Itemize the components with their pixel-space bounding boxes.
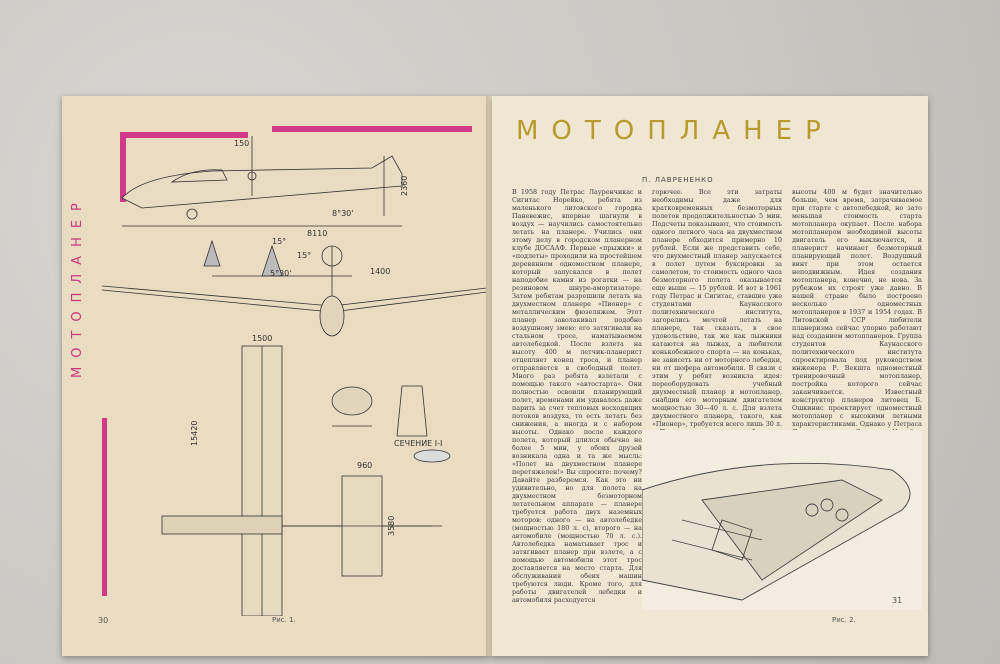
page-number-right: 31: [892, 596, 903, 605]
dim-track: 1400: [370, 267, 391, 276]
text-column-2: горючее. Все эти затраты необходимы даже для кратковременных безмоторных полетов продолжительностью 5 мин. Подсчеты показывают, что стоимость одного летного часа на двухместном планере обходится примерно 10 рублей. Если же представить себе, что двухместный планер запускается в полет путем буксировки за самолетом, то стоимость одного часа безмоторного полета оказывается еще выше — 15 рублей. И вот в 1961 году Петрас и Сигитас, ставшие уже студентами Каунасского политехнического института, загорелись мечтой летать на планере, так сказать, в свое удовольствие, так же как лыжники катаются на лыжах, а любители конькобежного спорта — на коньках, не зависеть ни от моторного лебедки, ни от шофера автомобиля. В связи с этим у ребят возникла идея: переоборудовать учебный двухместный планер в мотопланер, снабдив его моторным двигателем мощностью 30—40 л. с. Для взлета двухместного планера, такого, как «Пионер», требуется всего лишь 30 л.: [652, 188, 782, 428]
dim-angle-c: 5°30': [270, 269, 292, 278]
dim-stab-span: 3580: [387, 515, 396, 536]
right-page: [492, 96, 928, 656]
vertical-title: МОТОПЛАНЕР: [70, 194, 85, 378]
text-column-1: В 1958 году Петрас Лауренчикас и Сигитас Норейко, ребята из маленького литовского городка Паневежис, впервые шагнули в воздух — научились самостоятельно летать на планере. Учились они этому делу в городском планерном клубе ДОСААФ. Первые «прыжки» и «подлеты» проходили на простейшем деревянном одноместном планере, который запускался в полет наподобие камня из рогатки — на резиновом шнуре-амортизаторе. Затем ребятам разрешили летать на двухместном планере «Пионер» с металлическим фюзеляжем. Этот планер заволакивал подобно воздушному змею: его затягивали на стальном тросе, наматываемом автолебедкой. После взлета на высоту 400 м летчик-планерист отцепляет конец троса, и планер отправляется в свободный полет. Много раз ребята взлетали с помощью такого «автостарта». Они полностью освоили планирующий полет, временами им удавалось даже парить за счет тепловых восходящих потоков воздуха, то есть летать без снижения, а иногда и с набором высоты. Однако после каждого полета, который длился обычно не более 5 мин, у обоих друзей возникала одна и та же мысль: «Полет на двухместном планере перетяжелен!» Вы спросите: почему? Давайте разберемся. Как это ни удивительно, но для полета на двухместном безмоторном летательном аппарате — планере требуется работа двух наземных моторов: одного — на автолебедке (мощностью 180 л. с), второго — на автомобиле (мощностью 70 л. с.). Автолебедка наматывает трос и затягивает планер при взлете, а с помощью автомобиля этот трос доставляется на место старта. Для обслуживания обеих машин требуются люди. Кроме того, для работы двигателей лебедки и автомобиля расходуется: [512, 188, 642, 604]
article-author: П. ЛАВРЕНЕНКО: [642, 176, 714, 184]
magazine-spread: [62, 96, 928, 656]
dim-length: 8110: [307, 229, 328, 238]
cockpit-illustration: [642, 430, 922, 610]
dim-span: 15420: [190, 420, 199, 446]
side-view: [122, 136, 402, 226]
section-label: СЕЧЕНИЕ I-I: [394, 439, 443, 448]
dim-stab-chord: 960: [357, 461, 373, 470]
dim-propeller: 150: [234, 139, 250, 148]
technical-drawing: [102, 116, 487, 616]
dim-angle-b: 15°: [297, 251, 312, 260]
plan-view: [162, 346, 442, 616]
dim-tail-angle: 8°30': [332, 209, 354, 218]
cross-section: [332, 386, 450, 462]
dim-height: 2360: [400, 175, 409, 196]
article-title: МОТОПЛАНЕР: [516, 116, 834, 146]
figure-caption-2: Рис. 2.: [832, 616, 856, 624]
figure-caption-1: Рис. 1.: [272, 616, 296, 624]
text-column-3: высоты 400 м будет значительно больше, чем время, затрачиваемое при старте с автолебедкой, но зато меньшая стоимость старта мотопланера окупает. После набора мотопланером необходимой высоты двигатель его выключается, и планерист начинает безмоторный планирующий полет. Воздушный винт при этом остается неподвижным. Идея создания мотопланера, конечно, не нова. За рубежом их строят уже давно. В нашей стране было построено несколько одноместных мотопланеров в 1937 и 1954 годах. В Литовской ССР любители планеризма сейчас упорно работают над созданием мотопланеров. Группа студентов Каунасского политехнического института спроектировала под руководством инженера Р. Векшта одноместный тренировочный мотопланер, постройка которого сейчас заканчивается. Известный конструктор планеров литовец Б. Ошкинис проектирует одноместный мотопланер с высокими летными характеристиками. Однако у Петраса: [792, 188, 922, 428]
dim-chord: 1500: [252, 334, 273, 343]
page-number-left: 30: [98, 616, 109, 625]
dim-angle-a: 15°: [272, 237, 287, 246]
left-page: [62, 96, 490, 656]
front-view: [102, 286, 487, 336]
